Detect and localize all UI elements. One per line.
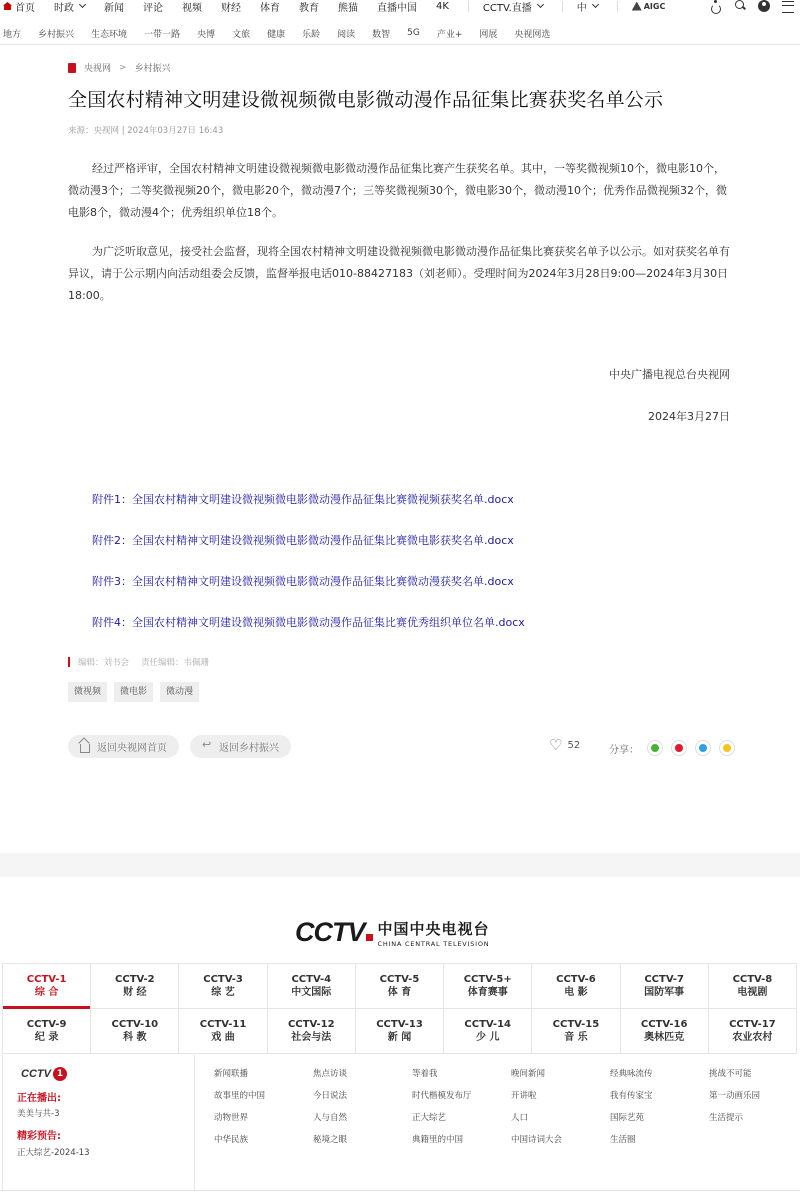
channel-code: CCTV-17: [729, 1019, 776, 1030]
language-select[interactable]: [577, 0, 598, 12]
next-value[interactable]: 正大综艺-2024-13: [17, 1148, 90, 1158]
now-playing-value[interactable]: 美美与共-3: [17, 1109, 60, 1119]
page-title: 全国农村精神文明建设微视频微电影微动漫作品征集比赛获奖名单公示: [68, 89, 664, 111]
cctv-logo[interactable]: [295, 917, 490, 948]
now-playing-label: 正在播出:: [17, 1093, 61, 1104]
program-link[interactable]: 典籍里的中国: [412, 1135, 464, 1145]
program-link[interactable]: 秘境之眼: [313, 1135, 348, 1145]
channel-code: CCTV-16: [640, 1019, 688, 1030]
back-home-label: 返回央视网首页: [97, 743, 167, 754]
subnav-item[interactable]: 数智: [372, 29, 391, 40]
section-divider: [0, 853, 800, 877]
channel-name: 体育赛事: [467, 987, 508, 998]
program-link[interactable]: 开讲啦: [511, 1091, 537, 1101]
channel-item[interactable]: [179, 1009, 267, 1054]
program-link[interactable]: 正大综艺: [412, 1113, 447, 1123]
footer: [0, 877, 800, 1200]
back-section-button[interactable]: [190, 735, 291, 758]
live-panel: [2, 1055, 195, 1190]
signature-date: 2024年3月27日: [648, 410, 730, 423]
nav-4k[interactable]: 4K: [436, 0, 449, 12]
subnav-item[interactable]: 一带一路: [144, 29, 181, 40]
program-link[interactable]: 人口: [511, 1113, 529, 1123]
subnav-item[interactable]: 网展: [479, 29, 498, 40]
channel-name: 综 艺: [211, 987, 235, 998]
channel-name: 国防军事: [644, 987, 685, 998]
home-icon: [80, 744, 90, 753]
subnav-item[interactable]: 产业+: [436, 29, 463, 40]
channel-item[interactable]: [444, 964, 532, 1009]
channel-item[interactable]: [3, 964, 91, 1009]
nav-live-china[interactable]: 直播中国: [377, 2, 417, 12]
aigc-label: AIGC: [643, 1, 666, 11]
qzone-icon[interactable]: [719, 740, 735, 756]
channel-code: CCTV-1: [26, 974, 67, 985]
nav-label: 首页: [15, 2, 35, 12]
channel-name: 新 闻: [387, 1032, 412, 1043]
channel-name: 财 经: [123, 987, 147, 998]
subnav-item[interactable]: 阅读: [337, 29, 356, 40]
nav-video[interactable]: 视频: [182, 2, 202, 12]
program-link[interactable]: 第一动画乐园: [709, 1091, 761, 1101]
nav-politics[interactable]: [54, 0, 85, 12]
attachment-link[interactable]: 附件2：全国农村精神文明建设微视频微电影微动漫作品征集比赛微电影获奖名单.docx: [92, 534, 514, 547]
back-home-button[interactable]: [68, 735, 179, 758]
subnav-item[interactable]: 央视网选: [514, 29, 551, 40]
channel-code: CCTV-6: [556, 974, 596, 985]
attachment-link[interactable]: 附件1：全国农村精神文明建设微视频微电影微动漫作品征集比赛微视频获奖名单.docx: [92, 493, 514, 506]
channel-name: 农业农村: [732, 1032, 773, 1043]
channel-item[interactable]: [444, 1009, 532, 1054]
channel-name: 电视剧: [737, 987, 768, 998]
wechat-icon[interactable]: [647, 740, 663, 756]
program-links: [214, 1067, 794, 1147]
channel-name: 体 育: [387, 987, 412, 998]
subnav-item[interactable]: 文旅: [232, 29, 251, 40]
breadcrumb-marker-icon: [68, 63, 76, 73]
next-label: 精彩预告:: [17, 1131, 61, 1142]
divider: [468, 1, 469, 12]
qq-icon[interactable]: [695, 740, 711, 756]
channel-name: 奥林匹克: [644, 1032, 685, 1043]
attachment-link[interactable]: 附件3：全国农村精神文明建设微视频微电影微动漫作品征集比赛微动漫获奖名单.docx: [92, 575, 514, 588]
signature: 中央广播电视总台央视网: [609, 368, 730, 381]
divider: [0, 1190, 800, 1191]
channel-code: CCTV-5: [379, 974, 420, 985]
program-link[interactable]: 今日说法: [313, 1091, 348, 1101]
channel-name: 戏 曲: [211, 1032, 235, 1043]
channel-code: CCTV-13: [376, 1019, 423, 1030]
nav-news[interactable]: 新闻: [104, 2, 124, 12]
logo-cctv: CCTV: [295, 917, 365, 947]
cctv1-badge[interactable]: [21, 1067, 67, 1081]
divider: [617, 1, 618, 12]
program-link[interactable]: 生活圈: [610, 1135, 636, 1145]
tag[interactable]: 微动漫: [160, 682, 199, 702]
channel-code: CCTV-7: [644, 974, 684, 985]
channel-name: 社会与法: [291, 1032, 332, 1043]
editor-marker: [68, 657, 70, 667]
subnav-item[interactable]: 乡村振兴: [38, 29, 75, 40]
tag[interactable]: 微视频: [68, 682, 107, 702]
program-link[interactable]: 故事里的中国: [214, 1091, 266, 1101]
heart-icon: ♡: [549, 736, 563, 754]
return-icon: [202, 742, 212, 751]
chevron-down-icon: [79, 1, 86, 8]
back-buttons: [68, 735, 302, 758]
program-link[interactable]: 我有传家宝: [610, 1091, 653, 1101]
channel-code: CCTV-10: [111, 1019, 159, 1030]
program-link[interactable]: 中华民族: [214, 1135, 249, 1145]
channel-code: CCTV-2: [115, 974, 155, 985]
channel-code: CCTV-8: [732, 974, 773, 985]
language-label: 中: [576, 2, 587, 12]
program-link[interactable]: 时代楷模发布厅: [412, 1091, 472, 1101]
search-icon[interactable]: [734, 0, 746, 12]
channel-item[interactable]: [356, 1009, 444, 1054]
program-link[interactable]: 焦点访谈: [313, 1069, 348, 1079]
share-bar: [609, 740, 735, 756]
logo-cn: 中国中央电视台: [377, 919, 490, 938]
subnav-item[interactable]: 生态环境: [91, 29, 128, 40]
accessibility-icon[interactable]: [710, 0, 722, 12]
program-link[interactable]: 新闻联播: [214, 1069, 249, 1079]
nav-panda[interactable]: 熊猫: [338, 2, 358, 12]
divider: [562, 1, 563, 12]
program-link[interactable]: 晚间新闻: [511, 1069, 546, 1079]
channel-name: 少 儿: [475, 1032, 500, 1043]
nav-sports[interactable]: 体育: [260, 2, 280, 12]
breadcrumb-cctv[interactable]: 央视网: [84, 64, 112, 74]
channel-name: 纪 录: [34, 1032, 59, 1043]
subnav-item[interactable]: 5G: [407, 28, 420, 38]
tag-list: [68, 682, 206, 702]
channel-name: 电 影: [564, 987, 588, 998]
badge-cctv: CCTV: [21, 1068, 51, 1080]
breadcrumb-section[interactable]: 乡村振兴: [134, 64, 171, 74]
chevron-down-icon: [592, 1, 599, 8]
channel-item[interactable]: [356, 964, 444, 1009]
subnav-item[interactable]: 乐龄: [302, 29, 321, 40]
top-tools: [698, 0, 794, 12]
channel-item[interactable]: [91, 964, 179, 1009]
program-link[interactable]: 生活提示: [709, 1113, 744, 1123]
logo-dot: [366, 934, 373, 941]
user-icon[interactable]: [758, 0, 770, 12]
nav-label: CCTV.直播: [482, 2, 532, 12]
channel-code: CCTV-15: [552, 1019, 600, 1030]
aigc-logo[interactable]: [632, 2, 666, 11]
nav-comment[interactable]: 评论: [143, 2, 163, 12]
sub-nav: [3, 22, 567, 44]
like-count: 52: [567, 740, 581, 751]
logo-en: CHINA CENTRAL TELEVISION: [377, 939, 490, 948]
article-paragraph: 为广泛听取意见，接受社会监督，现将全国农村精神文明建设微视频微电影微动漫作品征集比赛获奖名单予以公示。如对获奖名单有异议，请于公示期内向活动组委会反馈，监督举报电话010-88427183（刘老师）。受理时间为2024年3月28日9:00—2024年3月30日18:00。: [68, 245, 730, 302]
nav-cctv-live[interactable]: [483, 0, 543, 12]
channel-name: 科 教: [123, 1032, 147, 1043]
badge-number: 1: [53, 1067, 67, 1081]
nav-label: 时政: [54, 2, 74, 12]
tag[interactable]: 微电影: [114, 682, 153, 702]
nav-home[interactable]: [3, 0, 35, 12]
channel-item[interactable]: [532, 1009, 620, 1054]
program-link[interactable]: 经典咏流传: [610, 1069, 653, 1079]
breadcrumb-separator: >: [119, 62, 127, 73]
channel-code: CCTV-14: [464, 1019, 511, 1030]
program-link[interactable]: 动物世界: [214, 1113, 249, 1123]
menu-icon[interactable]: [782, 1, 794, 13]
channel-code: CCTV-3: [203, 974, 243, 985]
channel-code: CCTV-12: [287, 1019, 335, 1030]
subnav-item[interactable]: 央博: [197, 29, 216, 40]
program-link[interactable]: 挑战不可能: [709, 1069, 752, 1079]
program-link[interactable]: 国际艺苑: [610, 1113, 645, 1123]
program-link[interactable]: 等着我: [412, 1069, 438, 1079]
like-button[interactable]: [549, 738, 580, 753]
channel-item[interactable]: [268, 1009, 356, 1054]
article-meta: 来源：央视网 | 2024年03月27日 16:43: [68, 126, 224, 136]
top-nav: [0, 0, 800, 12]
share-label: 分享：: [609, 744, 639, 756]
program-link[interactable]: 中国诗词大会: [511, 1135, 563, 1145]
aigc-logo-icon: [632, 2, 642, 11]
breadcrumb: [68, 61, 171, 74]
attachment-link[interactable]: 附件4：全国农村精神文明建设微视频微电影微动漫作品征集比赛优秀组织单位名单.docx: [92, 616, 525, 629]
program-link[interactable]: 人与自然: [313, 1113, 348, 1123]
channel-code: CCTV-5+: [463, 974, 512, 985]
back-section-label: 返回乡村振兴: [219, 743, 279, 754]
editor: 编辑：刘书会: [78, 658, 130, 668]
channel-code: CCTV-4: [291, 974, 332, 985]
channel-grid: [2, 963, 797, 1054]
channel-item[interactable]: [532, 964, 620, 1009]
channel-item[interactable]: [3, 1009, 91, 1054]
channel-item[interactable]: [709, 964, 797, 1009]
editor-info: [68, 656, 209, 668]
subnav-item[interactable]: 地方: [3, 29, 22, 40]
channel-item[interactable]: [268, 964, 356, 1009]
channel-name: 综 合: [34, 987, 59, 998]
channel-item[interactable]: [709, 1009, 797, 1054]
channel-item[interactable]: [91, 1009, 179, 1054]
chevron-down-icon: [537, 1, 544, 8]
channel-name: 音 乐: [564, 1032, 588, 1043]
weibo-icon[interactable]: [671, 740, 687, 756]
article-paragraph: 经过严格评审，全国农村精神文明建设微视频微电影微动漫作品征集比赛产生获奖名单。其中，一等奖微视频10个，微电影10个，微动漫3个；二等奖微视频20个，微电影20个，微动漫7个；三等奖微视频30个，微电影30个，微动漫10个；优秀作品微视频32个，微电影8个，微动漫4个；优秀组织单位18个。: [68, 162, 727, 219]
channel-item[interactable]: [179, 964, 267, 1009]
channel-code: CCTV-9: [26, 1019, 67, 1030]
channel-item[interactable]: [621, 964, 709, 1009]
logo-text: [378, 918, 490, 948]
nav-finance[interactable]: 财经: [221, 2, 241, 12]
channel-name: 中文国际: [291, 987, 332, 998]
subnav-item[interactable]: 健康: [267, 29, 286, 40]
home-icon: [3, 2, 12, 10]
article: [0, 45, 800, 853]
nav-education[interactable]: 教育: [299, 2, 319, 12]
channel-code: CCTV-11: [199, 1019, 247, 1030]
channel-item[interactable]: [621, 1009, 709, 1054]
chief-editor: 责任编辑：韦佩珊: [141, 658, 210, 668]
